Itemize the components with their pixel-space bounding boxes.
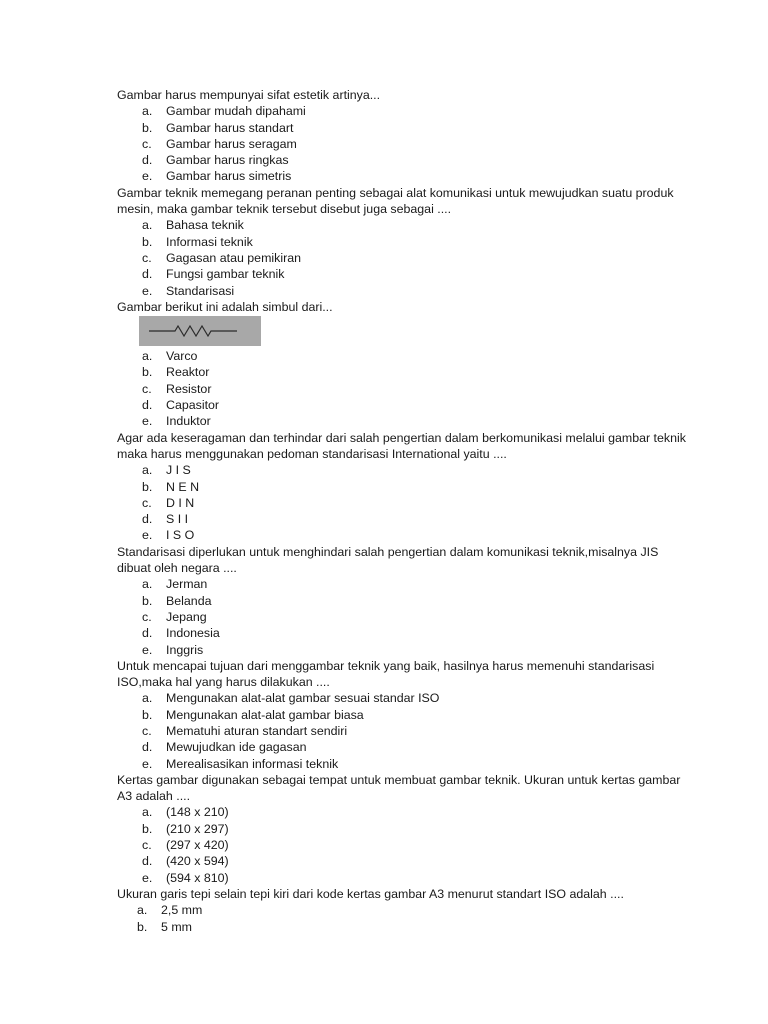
question-8	[117, 886, 687, 935]
option-letter: c.	[142, 381, 152, 396]
option-item	[117, 479, 687, 495]
option-item	[117, 511, 687, 527]
option-letter: a.	[142, 104, 153, 119]
question-text: Standarisasi diperlukan untuk menghindari salah pengertian dalam komunikasi teknik,misalnya JIS dibuat oleh negara ....	[117, 544, 659, 576]
option-letter: a.	[142, 577, 153, 592]
option-letter: c.	[142, 609, 152, 624]
option-letter: b.	[142, 707, 153, 722]
option-letter: a.	[142, 349, 153, 364]
options-list	[117, 103, 687, 184]
option-letter: b.	[142, 593, 153, 608]
option-letter: c.	[142, 250, 152, 265]
option-letter: a.	[142, 691, 153, 706]
option-item	[117, 870, 687, 886]
option-letter: c.	[142, 495, 152, 510]
option-item	[117, 609, 687, 625]
option-text: Resistor	[166, 381, 212, 396]
option-text: S I I	[166, 512, 189, 527]
option-letter: b.	[142, 120, 153, 135]
option-letter: b.	[142, 821, 153, 836]
option-item	[117, 462, 687, 478]
option-text: (148 x 210)	[166, 805, 229, 820]
option-text: (210 x 297)	[166, 821, 229, 836]
option-letter: e.	[142, 414, 153, 429]
option-item	[117, 593, 687, 609]
option-text: Indonesia	[166, 626, 220, 641]
option-letter: d.	[142, 153, 153, 168]
option-text: 2,5 mm	[161, 903, 203, 918]
option-item	[117, 250, 687, 266]
document-page	[117, 87, 687, 935]
option-letter: b.	[137, 919, 148, 934]
question-4	[117, 430, 687, 544]
option-text: Jerman	[166, 577, 208, 592]
option-letter: d.	[142, 267, 153, 282]
option-item	[117, 919, 687, 935]
question-2	[117, 185, 687, 299]
options-list	[117, 576, 687, 657]
option-text: Capasitor	[166, 398, 220, 413]
option-letter: e.	[142, 169, 153, 184]
option-item	[117, 625, 687, 641]
option-item	[117, 120, 687, 136]
option-letter: d.	[142, 512, 153, 527]
question-text: Agar ada keseragaman dan terhindar dari salah pengertian dalam berkomunikasi melalui gambar teknik maka harus menggunakan pedoman standarisasi International yaitu ....	[117, 430, 686, 461]
option-letter: b.	[142, 234, 153, 249]
question-3	[117, 299, 687, 430]
question-1	[117, 87, 687, 185]
option-letter: d.	[142, 740, 153, 755]
option-item	[117, 348, 687, 364]
option-letter: b.	[142, 479, 153, 494]
option-text: Bahasa teknik	[166, 218, 244, 233]
option-text: Varco	[166, 349, 198, 364]
option-text: Gambar harus standart	[166, 120, 294, 135]
option-item	[117, 527, 687, 543]
option-text: Gambar harus ringkas	[166, 153, 289, 168]
question-7	[117, 772, 687, 886]
options-list	[117, 217, 687, 298]
options-list	[117, 690, 687, 771]
question-text: Gambar harus mempunyai sifat estetik artinya...	[117, 88, 381, 102]
question-text: Kertas gambar digunakan sebagai tempat untuk membuat gambar teknik. Ukuran untuk kertas gambar A3 adalah ....	[117, 772, 681, 804]
option-item	[117, 234, 687, 250]
option-text: Mewujudkan ide gagasan	[166, 740, 307, 755]
option-text: Induktor	[166, 414, 211, 429]
option-item	[117, 364, 687, 380]
option-item	[117, 413, 687, 429]
options-list	[117, 348, 687, 429]
option-item	[117, 642, 687, 658]
resistor-symbol-icon	[139, 316, 261, 346]
option-text: Fungsi gambar teknik	[166, 267, 285, 282]
option-text: Standarisasi	[166, 283, 235, 298]
option-text: Merealisasikan informasi teknik	[166, 756, 339, 771]
option-item	[117, 266, 687, 282]
option-item	[117, 283, 687, 299]
option-item	[117, 690, 687, 706]
option-text: 5 mm	[161, 919, 192, 934]
option-item	[117, 576, 687, 592]
option-item	[117, 837, 687, 853]
options-list	[117, 902, 687, 935]
option-item	[117, 723, 687, 739]
option-letter: a.	[137, 903, 148, 918]
option-item	[117, 381, 687, 397]
option-text: (297 x 420)	[166, 838, 229, 853]
option-item	[117, 103, 687, 119]
option-item	[117, 821, 687, 837]
question-text: Gambar teknik memegang peranan penting sebagai alat komunikasi untuk mewujudkan suatu produk mesin, maka gambar teknik tersebut disebut juga sebagai ....	[117, 185, 674, 217]
option-item	[117, 739, 687, 755]
option-item	[117, 804, 687, 820]
option-letter: a.	[142, 218, 153, 233]
options-list	[117, 804, 687, 885]
option-text: D I N	[166, 495, 195, 510]
option-item	[117, 152, 687, 168]
option-item	[117, 495, 687, 511]
option-letter: d.	[142, 854, 153, 869]
option-text: (420 x 594)	[166, 854, 229, 869]
option-text: Mengunakan alat-alat gambar sesuai standar ISO	[166, 691, 440, 706]
question-text: Ukuran garis tepi selain tepi kiri dari kode kertas gambar A3 menurut standart ISO adalah ....	[117, 886, 624, 901]
option-letter: d.	[142, 626, 153, 641]
option-letter: d.	[142, 398, 153, 413]
option-letter: e.	[142, 283, 153, 298]
option-text: Belanda	[166, 593, 212, 608]
option-item	[117, 217, 687, 233]
option-text: Gambar harus seragam	[166, 136, 297, 151]
options-list	[117, 462, 687, 543]
option-text: Gambar harus simetris	[166, 169, 292, 184]
question-text: Untuk mencapai tujuan dari menggambar teknik yang baik, hasilnya harus memenuhi standarisasi ISO,maka hal yang harus dilakukan ....	[117, 658, 655, 690]
option-letter: c.	[142, 723, 152, 738]
option-letter: a.	[142, 805, 153, 820]
question-5	[117, 544, 687, 658]
option-text: Gagasan atau pemikiran	[166, 250, 302, 265]
option-text: (594 x 810)	[166, 870, 229, 885]
option-letter: e.	[142, 528, 153, 543]
option-item	[117, 168, 687, 184]
option-text: Informasi teknik	[166, 234, 253, 249]
option-text: Mematuhi aturan standart sendiri	[166, 723, 348, 738]
question-6	[117, 658, 687, 772]
option-letter: b.	[142, 365, 153, 380]
option-text: N E N	[166, 479, 200, 494]
option-text: Reaktor	[166, 365, 210, 380]
option-letter: e.	[142, 870, 153, 885]
option-letter: a.	[142, 463, 153, 478]
option-letter: e.	[142, 642, 153, 657]
option-item	[117, 397, 687, 413]
question-text: Gambar berikut ini adalah simbul dari...	[117, 299, 333, 314]
option-text: Inggris	[166, 642, 204, 657]
option-item	[117, 707, 687, 723]
option-text: Mengunakan alat-alat gambar biasa	[166, 707, 364, 722]
option-letter: c.	[142, 136, 152, 151]
option-letter: e.	[142, 756, 153, 771]
option-item	[117, 756, 687, 772]
option-item	[117, 853, 687, 869]
option-text: J I S	[166, 463, 191, 478]
option-text: Gambar mudah dipahami	[166, 104, 306, 119]
option-text: I S O	[166, 528, 195, 543]
option-letter: c.	[142, 838, 152, 853]
option-text: Jepang	[166, 609, 207, 624]
option-item	[117, 136, 687, 152]
option-item	[117, 902, 687, 918]
